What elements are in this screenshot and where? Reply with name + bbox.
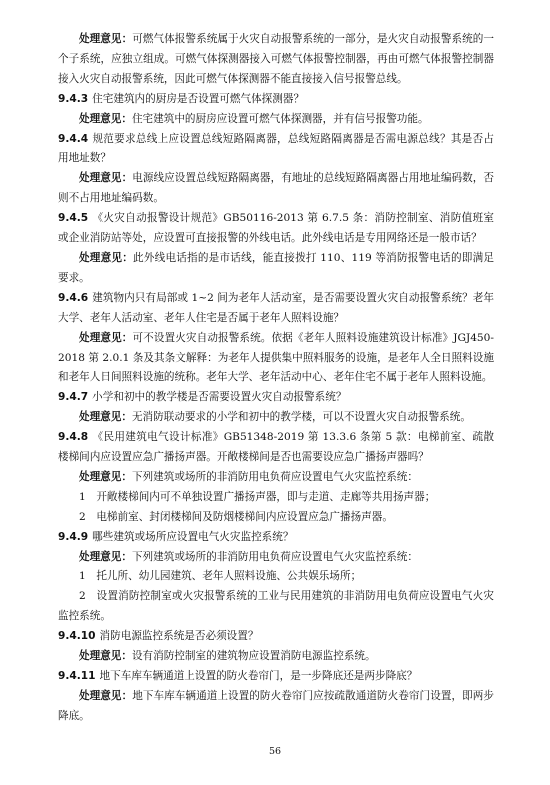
question-text: 消防电源监控系统是否必须设置？: [99, 630, 259, 643]
clause-number: 9.4.4: [58, 132, 89, 145]
answer-text: 此外线电话指的是市话线，能直接拨打 110、119 等消防报警电话的即满足要求。: [58, 251, 494, 284]
question-text: 建筑物内只有局部或 1~2 间为老年人活动室，是否需要设置火灾自动报警系统？老年大学、老年人活动室、老年人住宅是否属于老年人照料设施？: [58, 291, 494, 324]
question-text: 住宅建筑内的厨房是否设置可燃气体探测器？: [92, 92, 305, 105]
answer-label: 处理意见：: [79, 172, 133, 185]
answer-label: 处理意见：: [79, 650, 132, 663]
question-paragraph: [58, 209, 494, 249]
answer-label: 处理意见：: [79, 331, 133, 344]
question-paragraph: [58, 428, 494, 468]
answer-paragraph: [58, 110, 494, 130]
question-text: 《火灾自动报警设计规范》GB50116-2013 第 6.7.5 条：消防控制室、消防值班室或企业消防站等处，应设置可直接报警的外线电话。此外线电话是专用网络还是一般市话？: [58, 212, 494, 245]
answer-paragraph: [58, 647, 494, 667]
answer-label: 处理意见：: [79, 33, 133, 45]
answer-text: 住宅建筑中的厨房应设置可燃气体探测器，并有信号报警功能。: [131, 112, 429, 125]
answer-paragraph: [58, 408, 494, 428]
answer-text: 下列建筑或场所的非消防用电负荷应设置电气火灾监控系统：: [131, 470, 418, 483]
list-item: 2 设置消防控制室或火灾报警系统的工业与民用建筑的非消防用电负荷应设置电气火灾监控系统。: [58, 590, 494, 623]
answer-paragraph: [58, 468, 494, 488]
clause-number: 9.4.6: [58, 291, 89, 304]
list-item: 1 开敞楼梯间内可不单独设置广播扬声器，即与走道、走廊等共用扬声器；: [79, 490, 436, 503]
answer-paragraph: [58, 687, 494, 727]
list-item: 1 托儿所、幼儿园建筑、老年人照料设施、公共娱乐场所；: [79, 570, 362, 583]
answer-text: 可燃气体报警系统属于火灾自动报警系统的一部分，是火灾自动报警系统的一个子系统，应独立组成。可燃气体探测器接入可燃气体报警控制器，再由可燃气体报警控制器接入火灾自动报警系统，因此可燃气体探测器不能直接接入信号报警总线。: [58, 33, 495, 85]
question-paragraph: [58, 528, 494, 548]
answer-text: 下列建筑或场所的非消防用电负荷应设置电气火灾监控系统：: [131, 550, 418, 563]
clause-number: 9.4.7: [58, 391, 89, 404]
question-paragraph: [58, 289, 494, 329]
answer-label: 处理意见：: [79, 251, 134, 264]
answer-paragraph: [58, 249, 494, 289]
answer-text: 设有消防控制室的建筑物应设置消防电源监控系统。: [131, 650, 376, 663]
answer-label: 处理意见：: [79, 112, 132, 125]
answer-paragraph: [58, 329, 494, 389]
question-paragraph: [58, 90, 494, 110]
answer-text: 可不设置火灾自动报警系统。依据《老年人照料设施建筑设计标准》JGJ450-2018 第 2.0.1 条及其条文解释：为老年人提供集中照料服务的设施，是老年人全日照料设施和老年人日间照料设施的统称。老年大学、老年活动中心、老年住宅不属于老年人照料设施。: [58, 331, 494, 384]
question-text: 小学和初中的教学楼是否需要设置火灾自动报警系统？: [92, 391, 347, 404]
answer-text: 电源线应设置总线短路隔离器，有地址的总线短路隔离器占用地址编码数，否则不占用地址编码数。: [58, 172, 495, 205]
question-paragraph: [58, 130, 494, 170]
answer-paragraph: [58, 548, 494, 568]
question-text: 《民用建筑电气设计标准》GB51348-2019 第 13.3.6 条第 5 款：电梯前室、疏散楼梯间内应设置应急广播扬声器。开敞楼梯间是否也需要设应急广播扬声器吗？: [58, 431, 494, 464]
answer-label: 处理意见：: [79, 689, 133, 702]
answer-label: 处理意见：: [79, 411, 132, 424]
question-paragraph: [58, 667, 494, 687]
answer-paragraph: [58, 169, 494, 209]
answer-text: 地下车库车辆通道上设置的防火卷帘门应按疏散通道防火卷帘门设置，即两步降底。: [58, 689, 495, 722]
page-number: 56: [268, 746, 282, 757]
question-text: 地下车库车辆通道上设置的防火卷帘门，是一步降底还是两步降底？: [99, 670, 418, 682]
document-body: [58, 30, 494, 727]
clause-number: 9.4.11: [58, 670, 96, 682]
answer-paragraph: [58, 30, 494, 90]
question-paragraph: [58, 388, 494, 408]
clause-number: 9.4.10: [58, 630, 96, 643]
question-text: 哪些建筑或场所应设置电气火灾监控系统？: [92, 530, 294, 543]
clause-number: 9.4.9: [58, 530, 89, 543]
list-item: 2 电梯前室、封闭楼梯间及防烟楼梯间内应设置应急广播扬声器。: [79, 510, 393, 523]
clause-number: 9.4.3: [58, 92, 89, 105]
answer-label: 处理意见：: [79, 550, 132, 563]
clause-number: 9.4.8: [58, 431, 89, 444]
question-paragraph: [58, 627, 494, 647]
question-text: 规范要求总线上应设置总线短路隔离器，总线短路隔离器是否需电源总线？其是否占用地址数？: [58, 132, 494, 165]
clause-number: 9.4.5: [58, 212, 89, 225]
answer-label: 处理意见：: [79, 470, 132, 483]
answer-text: 无消防联动要求的小学和初中的教学楼，可以不设置火灾自动报警系统。: [131, 411, 471, 424]
